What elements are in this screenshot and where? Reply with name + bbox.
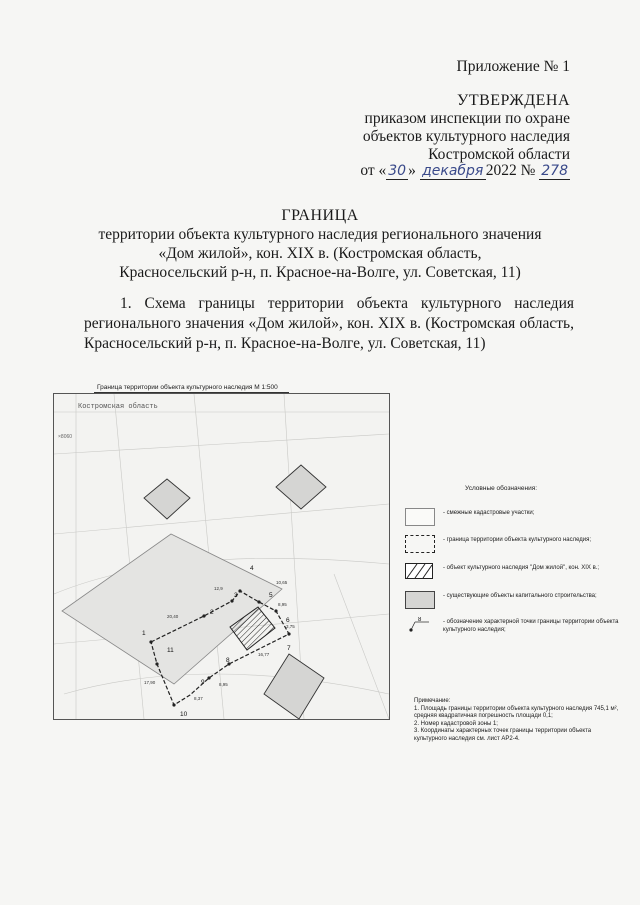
point-label: 8 [226,657,230,664]
existing-building [264,654,324,719]
legend-swatch [405,617,433,633]
background-survey-lines [54,394,389,719]
map-title: Граница территории объекта культурного наследия М 1:500 [97,384,278,391]
legend-swatch [405,508,435,526]
legend-item-adjacent-parcels: - смежные кадастровые участки; [405,508,625,532]
date-mid: » [408,162,416,179]
point-label: 10 [180,711,188,718]
note-line: 2. Номер кадастровой зоны 1; [414,720,498,727]
point-label: 5 [269,592,273,599]
approved-line: объектов культурного наследия [362,128,570,145]
legend-point-marker: 8 [418,617,422,623]
legend-item-heritage-object: - объект культурного наследия "Дом жилой", кон. XIX в.; [405,563,625,587]
legend-swatch [405,563,433,579]
approval-block [363,92,570,164]
point-label: 2 [210,609,214,616]
distance-label: 10,65 [276,580,288,585]
approved-line: приказом инспекции по охране [364,110,570,127]
title-line: Красносельский р-н, п. Красное-на-Волге, ул. Советская, 11) [119,264,521,281]
distance-label: 3,75 [286,624,295,629]
date-prefix: от « [360,162,387,179]
point-label: 6 [286,617,290,624]
point-label: 1 [142,630,146,637]
point-label: 11 [167,647,174,654]
existing-building [276,465,326,509]
order-number-handwritten: 278 [541,163,568,179]
date-day-handwritten: 30 [388,163,407,179]
boundary-map [53,393,390,720]
point-label: 3 [234,592,238,599]
order-date-line [360,162,570,180]
map-notes [414,698,619,743]
point-label: 4 [250,565,254,572]
distance-label: 20,40 [167,614,179,619]
title-line: территории объекта культурного наследия регионального значения [98,226,542,243]
approved-heading: УТВЕРЖДЕНА [456,92,570,109]
approved-line: Костромской области [428,146,570,163]
legend-title: Условные обозначения: [465,485,538,492]
coord-label: ×8060 [58,434,73,440]
distance-label: 8,37 [194,696,203,701]
legend-swatch [405,591,435,609]
notes-title: Примечание: [414,698,451,704]
existing-building [144,479,190,519]
distance-label: 16,77 [258,652,270,657]
point-label: 7 [287,645,291,652]
document-title [0,206,640,282]
distance-label: 12,9 [214,586,223,591]
date-month-handwritten: декабря [420,163,486,180]
point-label: 9 [201,679,205,686]
distance-label: 17,90 [144,680,156,685]
appendix-label: Приложение № 1 [456,58,570,75]
region-label: Костромская область [78,403,158,411]
section-1-text: 1. Схема границы территории объекта культурного наследия регионального значения «Дом жилой», кон. XIX в. (Костромская область, Красносельский р-н, п. Красное-на-Волге, ул. Советская, 11) [84,295,574,352]
legend-item-existing-buildings: - существующие объекты капитального строительства; [405,591,625,615]
legend-item-boundary-point: 8 - обозначение характерной точки границы территории объекта культурного наследия; [405,617,625,641]
map-drawing [54,394,389,719]
title-line: «Дом жилой», кон. XIX в. (Костромская область, [158,245,482,262]
note-line: 1. Площадь границы территории объекта культурного наследия 745,1 м², средняя квадратичная погрешность площади 0,1; [414,705,619,719]
note-line: 3. Координаты характерных точек границы территории объекта культурного наследия см. лист АР2-4. [414,728,592,742]
legend-swatch [405,535,435,553]
distance-label: 8,95 [278,602,287,607]
adjacent-parcel [62,534,282,684]
date-year: 2022 № [485,162,536,179]
distance-label: 8,95 [219,682,228,687]
title-main: ГРАНИЦА [281,207,359,224]
legend-item-heritage-boundary: - граница территории объекта культурного наследия; [405,535,625,559]
